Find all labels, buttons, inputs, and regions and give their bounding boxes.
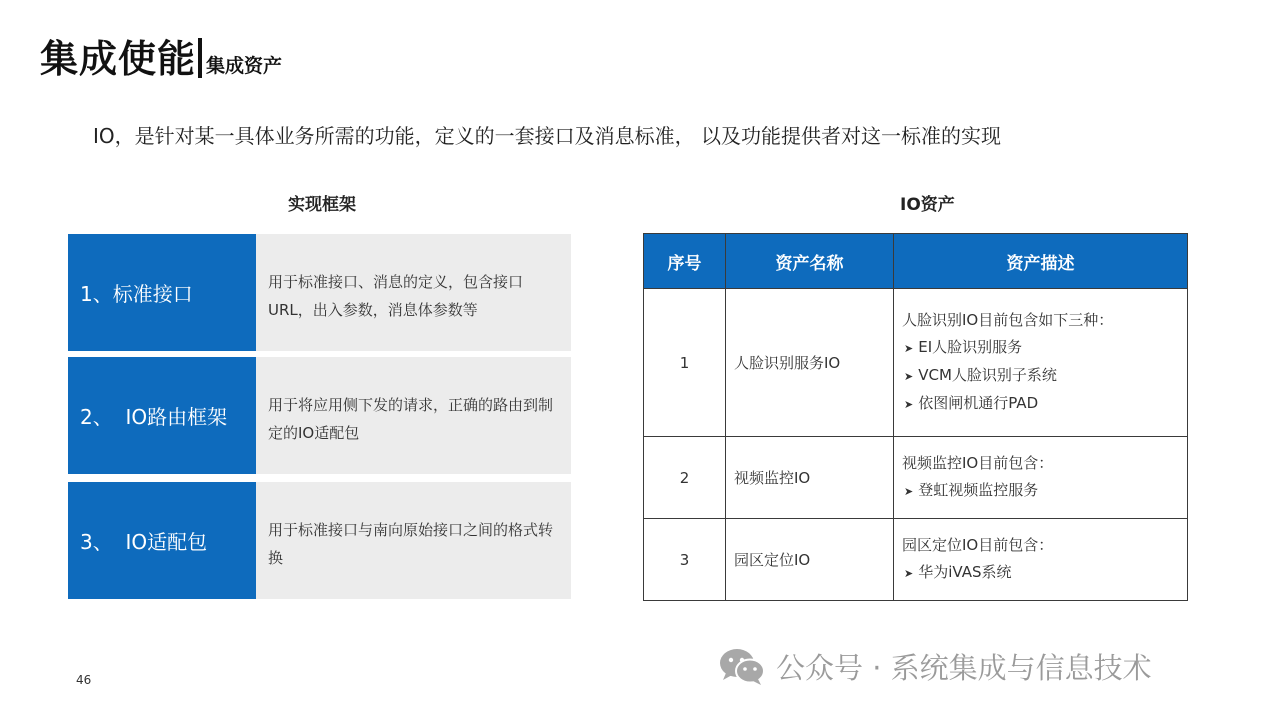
- desc-head: 人脸识别IO目前包含如下三种：: [902, 311, 1114, 329]
- framework-row: [68, 234, 571, 351]
- desc-head: 视频监控IO目前包含：: [902, 454, 1054, 472]
- arrowhead-bullet-icon: ➤: [904, 398, 914, 411]
- arrowhead-bullet-icon: ➤: [904, 342, 914, 355]
- page-number: 46: [76, 673, 92, 687]
- desc-head: 园区定位IO目前包含：: [902, 536, 1054, 554]
- cell-no: 3: [644, 519, 726, 601]
- framework-row: [68, 357, 571, 474]
- desc-item: [902, 390, 1179, 418]
- cell-desc: [894, 519, 1188, 601]
- cell-desc: [894, 437, 1188, 519]
- framework-label: 3、 IO适配包: [68, 482, 256, 599]
- title-divider: [198, 38, 202, 78]
- title-block: [40, 37, 283, 81]
- framework-heading: 实现框架: [288, 195, 356, 215]
- desc-item-text: VCM人脸识别子系统: [918, 366, 1057, 384]
- table-row: [644, 437, 1188, 519]
- desc-item: [902, 362, 1179, 390]
- table-header-row: [644, 234, 1188, 289]
- desc-item-text: EI人脸识别服务: [918, 338, 1023, 356]
- page-title: 集成使能: [40, 37, 197, 81]
- cell-desc: [894, 289, 1188, 437]
- column-header-desc: 资产描述: [894, 234, 1188, 289]
- cell-no: 1: [644, 289, 726, 437]
- desc-item: [902, 477, 1179, 505]
- arrowhead-bullet-icon: ➤: [904, 370, 914, 383]
- framework-desc: 用于标准接口、消息的定义，包含接口URL，出入参数，消息体参数等: [256, 234, 571, 351]
- framework-desc: 用于标准接口与南向原始接口之间的格式转换: [256, 482, 571, 599]
- desc-item: [902, 334, 1179, 362]
- watermark-text: 公众号 · 系统集成与信息技术: [776, 651, 1152, 685]
- table-row: [644, 289, 1188, 437]
- desc-item-text: 登虹视频监控服务: [918, 481, 1039, 499]
- watermark: [718, 646, 1152, 687]
- desc-item-text: 依图闸机通行PAD: [918, 394, 1039, 412]
- arrowhead-bullet-icon: ➤: [904, 485, 914, 498]
- desc-item: [902, 559, 1179, 587]
- assets-heading: IO资产: [900, 195, 955, 215]
- column-header-no: 序号: [644, 234, 726, 289]
- intro-text: IO，是针对某一具体业务所需的功能，定义的一套接口及消息标准， 以及功能提供者对这一标准的实现: [93, 124, 1001, 148]
- cell-no: 2: [644, 437, 726, 519]
- framework-label: 1、标准接口: [68, 234, 256, 351]
- desc-item-text: 华为iVAS系统: [918, 563, 1012, 581]
- cell-name: 人脸识别服务IO: [726, 289, 894, 437]
- framework-label: 2、 IO路由框架: [68, 357, 256, 474]
- cell-name: 视频监控IO: [726, 437, 894, 519]
- arrowhead-bullet-icon: ➤: [904, 567, 914, 580]
- page-subtitle: 集成资产: [206, 55, 283, 77]
- wechat-icon: [718, 647, 766, 687]
- framework-row: [68, 482, 571, 599]
- column-header-name: 资产名称: [726, 234, 894, 289]
- io-assets-table: [643, 233, 1188, 601]
- table-row: [644, 519, 1188, 601]
- cell-name: 园区定位IO: [726, 519, 894, 601]
- framework-desc: 用于将应用侧下发的请求，正确的路由到制定的IO适配包: [256, 357, 571, 474]
